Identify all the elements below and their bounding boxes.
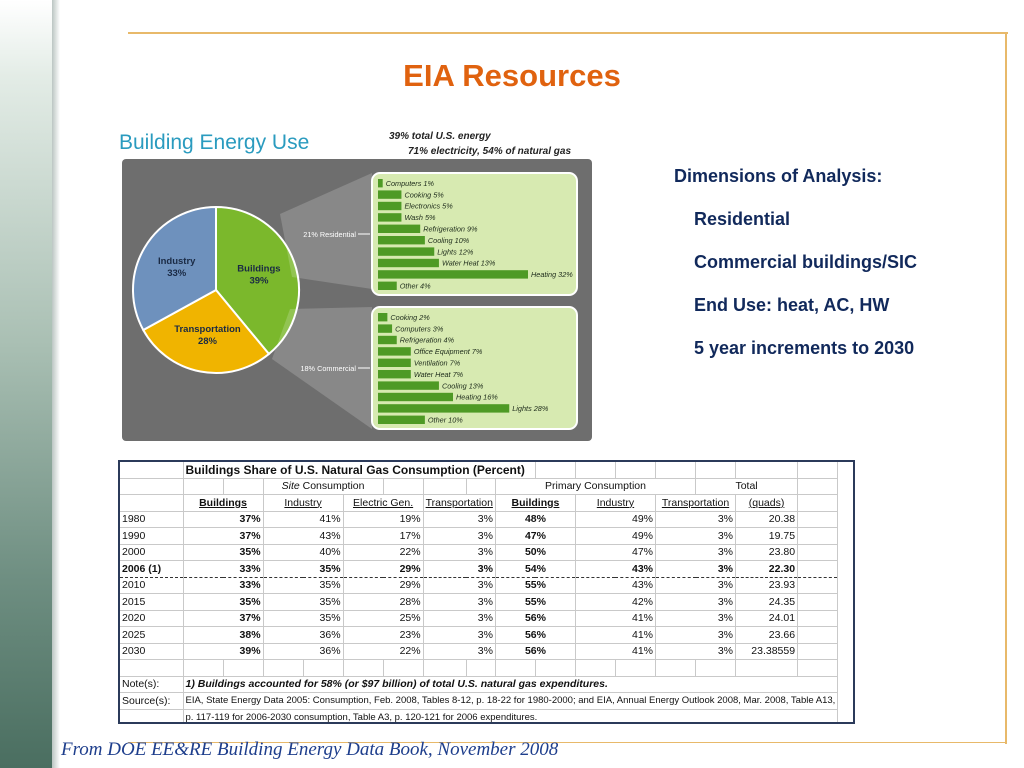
table-row <box>120 478 838 495</box>
pie-label-industry: Industry <box>157 255 196 267</box>
residential-bar-label: Heating 32% <box>531 270 573 280</box>
table-cell <box>535 660 575 677</box>
primary-buildings-cell: 56% <box>495 643 575 660</box>
table-row <box>120 462 838 478</box>
table-cell <box>120 478 183 495</box>
residential-bar <box>378 270 528 278</box>
site-transportation-cell: 3% <box>423 643 495 660</box>
table-row <box>120 627 838 644</box>
figure-title: Building Energy Use <box>119 131 310 154</box>
energy-use-chart <box>122 159 592 441</box>
commercial-bar-label: Other 10% <box>427 415 463 425</box>
commercial-bar <box>378 313 387 321</box>
table-cell <box>696 660 736 677</box>
primary-industry-cell: 49% <box>575 511 655 528</box>
commercial-bar <box>378 370 411 378</box>
gas-consumption-table-wrapper <box>118 460 855 724</box>
commercial-bar-label: Refrigeration 4% <box>399 335 455 345</box>
total-quads-cell: 22.30 <box>736 561 798 578</box>
commercial-bar-label: Cooling 13% <box>441 381 484 391</box>
table-cell <box>798 528 838 545</box>
col-header-electric-gen: Electric Gen. <box>343 495 423 512</box>
table-cell <box>466 478 495 495</box>
table-cell <box>798 478 838 495</box>
year-cell: 1990 <box>120 528 183 545</box>
table-cell <box>120 495 183 512</box>
residential-bar <box>378 202 401 210</box>
primary-industry-cell: 43% <box>575 577 655 594</box>
primary-transportation-cell: 3% <box>656 528 736 545</box>
table-row <box>120 511 838 528</box>
table-cell <box>120 660 183 677</box>
commercial-bar-label: Office Equipment 7% <box>413 347 483 357</box>
site-industry-cell: 43% <box>263 528 343 545</box>
footer-citation: From DOE EE&RE Building Energy Data Book, November 2008 <box>61 739 559 760</box>
primary-transportation-cell: 3% <box>656 627 736 644</box>
table-cell <box>798 610 838 627</box>
site-industry-cell: 35% <box>263 577 343 594</box>
electric-gen-cell: 22% <box>343 643 423 660</box>
commercial-bar <box>378 404 509 412</box>
col-header-site-transportation: Transportation <box>423 495 495 512</box>
electric-gen-cell: 28% <box>343 594 423 611</box>
residential-bar-label: Water Heat 13% <box>441 258 496 268</box>
site-buildings-cell: 33% <box>183 561 263 578</box>
primary-buildings-cell: 54% <box>495 561 575 578</box>
table-cell <box>183 478 223 495</box>
year-cell: 1980 <box>120 511 183 528</box>
electric-gen-cell: 29% <box>343 577 423 594</box>
primary-industry-cell: 43% <box>575 561 655 578</box>
residential-bar <box>378 179 383 187</box>
commercial-bar <box>378 416 425 424</box>
site-transportation-cell: 3% <box>423 544 495 561</box>
residential-bar-label: Wash 5% <box>404 213 436 223</box>
total-quads-cell: 24.35 <box>736 594 798 611</box>
figure-header-line2: 71% electricity, 54% of natural gas <box>408 146 572 157</box>
primary-industry-cell: 47% <box>575 544 655 561</box>
site-buildings-cell: 39% <box>183 643 263 660</box>
site-consumption-header <box>263 478 383 495</box>
primary-buildings-cell: 47% <box>495 528 575 545</box>
year-cell: 2015 <box>120 594 183 611</box>
side-shadow <box>52 0 60 768</box>
table-cell <box>120 462 183 478</box>
energy-use-chart-panel <box>122 159 592 441</box>
col-header-primary-buildings: Buildings <box>495 495 575 512</box>
total-quads-cell: 24.01 <box>736 610 798 627</box>
electric-gen-cell: 23% <box>343 627 423 644</box>
table-cell <box>798 511 838 528</box>
commercial-bar-label: Heating 16% <box>456 392 498 402</box>
primary-buildings-cell: 56% <box>495 610 575 627</box>
table-cell <box>615 660 655 677</box>
table-cell <box>798 495 838 512</box>
pie-label-transportation: Transportation <box>174 323 241 335</box>
year-cell: 2025 <box>120 627 183 644</box>
site-transportation-cell: 3% <box>423 577 495 594</box>
electric-gen-cell: 29% <box>343 561 423 578</box>
note-label: Note(s): <box>120 676 183 693</box>
table-row <box>120 610 838 627</box>
primary-transportation-cell: 3% <box>656 544 736 561</box>
table-cell <box>343 660 383 677</box>
dimensions-heading: Dimensions of Analysis: <box>674 166 883 186</box>
dimension-item-increments: 5 year increments to 2030 <box>694 338 915 358</box>
residential-bar-label: Lights 12% <box>437 247 474 257</box>
primary-industry-cell: 41% <box>575 610 655 627</box>
residential-bar-label: Computers 1% <box>385 178 434 188</box>
table-cell <box>263 660 303 677</box>
commercial-bar-label: Ventilation 7% <box>413 358 461 368</box>
commercial-bar <box>378 336 397 344</box>
primary-consumption-header: Primary Consumption <box>495 478 695 495</box>
residential-bar <box>378 225 420 233</box>
table-cell <box>798 660 838 677</box>
source-text-line1: EIA, State Energy Data 2005: Consumption, Feb. 2008, Tables 8-12, p. 18-22 for 1980-2000; and EIA, Annual Energy Outlook 2008, Mar. 2008, Table A13, <box>183 693 838 710</box>
site-transportation-cell: 3% <box>423 528 495 545</box>
residential-bar-label: Cooking 5% <box>404 190 444 200</box>
site-transportation-cell: 3% <box>423 561 495 578</box>
site-transportation-cell: 3% <box>423 627 495 644</box>
site-buildings-cell: 35% <box>183 544 263 561</box>
table-cell <box>120 709 183 724</box>
total-quads-cell: 23.38559 <box>736 643 798 660</box>
electric-gen-cell: 22% <box>343 544 423 561</box>
col-header-site-buildings: Buildings <box>183 495 263 512</box>
site-buildings-cell: 37% <box>183 528 263 545</box>
commercial-bar-label: Cooking 2% <box>390 312 430 322</box>
total-quads-cell: 23.93 <box>736 577 798 594</box>
dimension-item-end-use: End Use: heat, AC, HW <box>694 295 890 315</box>
site-transportation-cell: 3% <box>423 610 495 627</box>
residential-bar <box>378 259 439 267</box>
total-quads-cell: 20.38 <box>736 511 798 528</box>
commercial-bar <box>378 324 392 332</box>
residential-bar <box>378 247 434 255</box>
dimensions-of-analysis <box>674 166 917 381</box>
primary-transportation-cell: 3% <box>656 610 736 627</box>
table-cell <box>615 462 655 478</box>
table-row <box>120 660 838 677</box>
primary-industry-cell: 41% <box>575 643 655 660</box>
site-industry-cell: 40% <box>263 544 343 561</box>
table-row <box>120 643 838 660</box>
gas-consumption-table <box>120 462 838 724</box>
table-cell <box>423 478 466 495</box>
site-industry-cell: 41% <box>263 511 343 528</box>
table-cell <box>466 660 495 677</box>
residential-bar <box>378 213 401 221</box>
site-buildings-cell: 33% <box>183 577 263 594</box>
residential-bar-label: Cooling 10% <box>427 235 470 245</box>
table-row <box>120 676 838 693</box>
primary-transportation-cell: 3% <box>656 561 736 578</box>
primary-industry-cell: 42% <box>575 594 655 611</box>
table-cell <box>575 462 615 478</box>
site-buildings-cell: 38% <box>183 627 263 644</box>
frame-top-line <box>128 32 1008 34</box>
site-transportation-cell: 3% <box>423 594 495 611</box>
site-industry-cell: 35% <box>263 594 343 611</box>
total-quads-cell: 23.80 <box>736 544 798 561</box>
year-cell: 2020 <box>120 610 183 627</box>
col-header-primary-transportation: Transportation <box>656 495 736 512</box>
total-quads-cell: 19.75 <box>736 528 798 545</box>
table-row <box>120 577 838 594</box>
figure-header-line1: 39% total U.S. energy <box>389 131 491 142</box>
table-cell <box>575 660 615 677</box>
source-label: Source(s): <box>120 693 183 710</box>
electric-gen-cell: 17% <box>343 528 423 545</box>
slide-title: EIA Resources <box>403 58 621 93</box>
dimension-item-commercial: Commercial buildings/SIC <box>694 252 918 272</box>
table-cell <box>495 660 535 677</box>
site-industry-cell: 35% <box>263 610 343 627</box>
pie-pct-industry: 33% <box>167 267 187 279</box>
table-row <box>120 561 838 578</box>
primary-transportation-cell: 3% <box>656 643 736 660</box>
residential-bar <box>378 236 425 244</box>
primary-industry-cell: 49% <box>575 528 655 545</box>
table-row <box>120 544 838 561</box>
commercial-bar-label: Water Heat 7% <box>413 369 464 379</box>
primary-buildings-cell: 56% <box>495 627 575 644</box>
electric-gen-cell: 19% <box>343 511 423 528</box>
table-cell <box>303 660 343 677</box>
residential-bar <box>378 282 397 290</box>
table-cell <box>798 577 838 594</box>
residential-bar-label: Other 4% <box>399 281 431 291</box>
table-cell <box>656 660 696 677</box>
table-row <box>120 594 838 611</box>
residential-bar <box>378 190 401 198</box>
primary-industry-cell: 41% <box>575 627 655 644</box>
table-cell <box>535 462 575 478</box>
table-cell <box>223 660 263 677</box>
commercial-bar <box>378 393 453 401</box>
year-cell: 2030 <box>120 643 183 660</box>
col-header-primary-industry: Industry <box>575 495 655 512</box>
site-industry-cell: 36% <box>263 627 343 644</box>
table-cell <box>383 660 423 677</box>
table-cell <box>798 462 838 478</box>
table-cell <box>656 462 696 478</box>
commercial-segment-label: 18% Commercial <box>300 364 356 373</box>
table-row <box>120 709 838 724</box>
table-cell <box>696 462 736 478</box>
table-cell <box>798 627 838 644</box>
table-cell <box>183 676 838 693</box>
commercial-bar <box>378 347 411 355</box>
residential-bar-label: Electronics 5% <box>404 201 453 211</box>
dimension-item-residential: Residential <box>694 209 791 229</box>
primary-buildings-cell: 55% <box>495 594 575 611</box>
commercial-bar <box>378 359 411 367</box>
pie-pct-transportation: 28% <box>197 335 217 347</box>
site-rest: Consumption <box>299 480 365 493</box>
primary-transportation-cell: 3% <box>656 594 736 611</box>
primary-buildings-cell: 48% <box>495 511 575 528</box>
electric-gen-cell: 25% <box>343 610 423 627</box>
table-cell <box>183 660 223 677</box>
col-header-site-industry: Industry <box>263 495 343 512</box>
site-label: Site <box>281 480 300 493</box>
primary-transportation-cell: 3% <box>656 511 736 528</box>
side-gradient-band <box>0 0 52 768</box>
table-cell <box>798 594 838 611</box>
commercial-bar <box>378 381 439 389</box>
residential-bar-label: Refrigeration 9% <box>423 224 478 234</box>
year-cell: 2000 <box>120 544 183 561</box>
table-cell <box>383 478 423 495</box>
pie-label-buildings: Buildings <box>237 263 281 275</box>
site-industry-cell: 35% <box>263 561 343 578</box>
source-text-line2: p. 117-119 for 2006-2030 consumption, Table A3, p. 120-121 for 2006 expenditures. <box>183 709 838 724</box>
frame-right-line <box>1005 32 1007 744</box>
table-cell <box>423 660 466 677</box>
table-cell <box>798 561 838 578</box>
site-buildings-cell: 35% <box>183 594 263 611</box>
residential-segment-label: 21% Residential <box>303 230 356 239</box>
table-cell <box>798 643 838 660</box>
table-cell <box>736 462 798 478</box>
table-row <box>120 528 838 545</box>
total-quads-cell: 23.66 <box>736 627 798 644</box>
pie-pct-buildings: 39% <box>249 275 269 287</box>
primary-buildings-cell: 55% <box>495 577 575 594</box>
table-cell <box>736 660 798 677</box>
site-industry-cell: 36% <box>263 643 343 660</box>
table-row <box>120 693 838 710</box>
commercial-bar-label: Lights 28% <box>512 404 549 414</box>
table-cell <box>798 544 838 561</box>
primary-buildings-cell: 50% <box>495 544 575 561</box>
total-header: Total <box>696 478 798 495</box>
primary-transportation-cell: 3% <box>656 577 736 594</box>
site-transportation-cell: 3% <box>423 511 495 528</box>
year-cell: 2010 <box>120 577 183 594</box>
table-title: Buildings Share of U.S. Natural Gas Consumption (Percent) <box>183 462 535 478</box>
site-buildings-cell: 37% <box>183 511 263 528</box>
note-text: 1) Buildings accounted for 58% (or $97 billion) of total U.S. natural gas expenditures. <box>185 678 608 691</box>
col-header-quads: (quads) <box>736 495 798 512</box>
table-cell <box>223 478 263 495</box>
site-buildings-cell: 37% <box>183 610 263 627</box>
commercial-bar-label: Computers 3% <box>395 324 444 334</box>
table-row <box>120 495 838 512</box>
year-cell: 2006 (1) <box>120 561 183 578</box>
